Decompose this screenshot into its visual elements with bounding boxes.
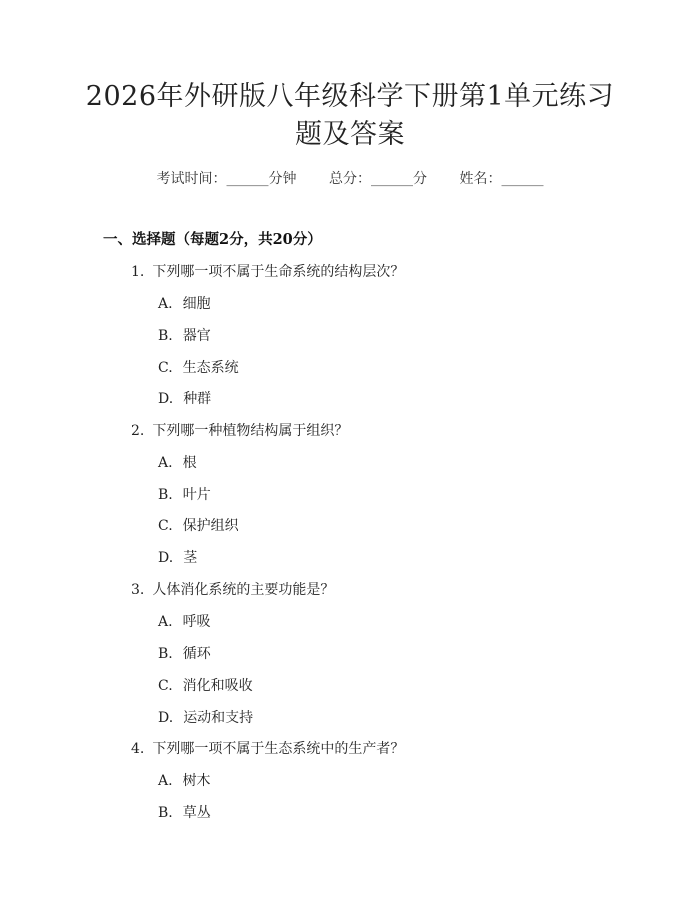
- option-letter: B.: [158, 328, 173, 344]
- option-letter: A.: [158, 296, 173, 312]
- option-text: 循环: [182, 646, 211, 662]
- option-letter: D.: [158, 550, 174, 566]
- option-letter: B.: [158, 487, 173, 503]
- option-text: 器官: [182, 328, 211, 344]
- option-text: 树木: [182, 773, 211, 789]
- option-text: 草丛: [182, 805, 211, 821]
- option-1a: [158, 293, 211, 313]
- option-3b: [158, 643, 211, 663]
- option-3c: [158, 675, 253, 695]
- question-2: [131, 420, 348, 440]
- option-text: 运动和支持: [183, 710, 254, 726]
- exam-info: [0, 168, 700, 188]
- option-1b: [158, 325, 211, 345]
- title-line-1: 2026年外研版八年级科学下册第1单元练习: [85, 81, 615, 112]
- question-number: 3.: [131, 582, 145, 598]
- option-2c: [158, 515, 239, 535]
- option-2a: [158, 452, 197, 472]
- option-2d: [158, 547, 197, 567]
- question-text: 下列哪一种植物结构属于组织？: [152, 423, 349, 439]
- option-1c: [158, 357, 239, 377]
- exam-name: 姓名：______: [459, 171, 544, 187]
- option-text: 消化和吸收: [182, 678, 253, 694]
- section-heading: 一、选择题（每题2分，共20分）: [103, 231, 322, 248]
- option-letter: C.: [158, 360, 173, 376]
- option-letter: B.: [158, 646, 173, 662]
- question-text: 下列哪一项不属于生态系统中的生产者？: [152, 741, 405, 757]
- option-letter: A.: [158, 773, 173, 789]
- question-3: [131, 579, 334, 599]
- question-4: [131, 738, 404, 758]
- option-text: 叶片: [182, 487, 211, 503]
- option-text: 呼吸: [182, 614, 211, 630]
- exam-time: 考试时间：______分钟: [156, 171, 297, 187]
- question-number: 2.: [131, 423, 145, 439]
- option-4a: [158, 770, 211, 790]
- option-letter: A.: [158, 455, 173, 471]
- option-4b: [158, 802, 211, 822]
- option-text: 种群: [183, 391, 212, 407]
- option-letter: B.: [158, 805, 173, 821]
- option-3d: [158, 707, 253, 727]
- title-line-2: 题及答案: [295, 119, 405, 150]
- question-1: [131, 261, 404, 281]
- option-letter: C.: [158, 518, 173, 534]
- exam-total-score: 总分：______分: [329, 171, 427, 187]
- option-2b: [158, 484, 211, 504]
- option-letter: C.: [158, 678, 173, 694]
- option-3a: [158, 611, 211, 631]
- page-title: [0, 78, 700, 154]
- option-letter: D.: [158, 391, 174, 407]
- option-letter: A.: [158, 614, 173, 630]
- question-text: 人体消化系统的主要功能是？: [152, 582, 335, 598]
- option-text: 根: [182, 455, 197, 471]
- option-letter: D.: [158, 710, 174, 726]
- option-text: 生态系统: [182, 360, 239, 376]
- option-text: 茎: [183, 550, 198, 566]
- option-text: 细胞: [182, 296, 211, 312]
- option-1d: [158, 388, 211, 408]
- question-number: 4.: [131, 741, 145, 757]
- question-text: 下列哪一项不属于生命系统的结构层次？: [152, 264, 405, 280]
- option-text: 保护组织: [182, 518, 239, 534]
- question-number: 1.: [131, 264, 145, 280]
